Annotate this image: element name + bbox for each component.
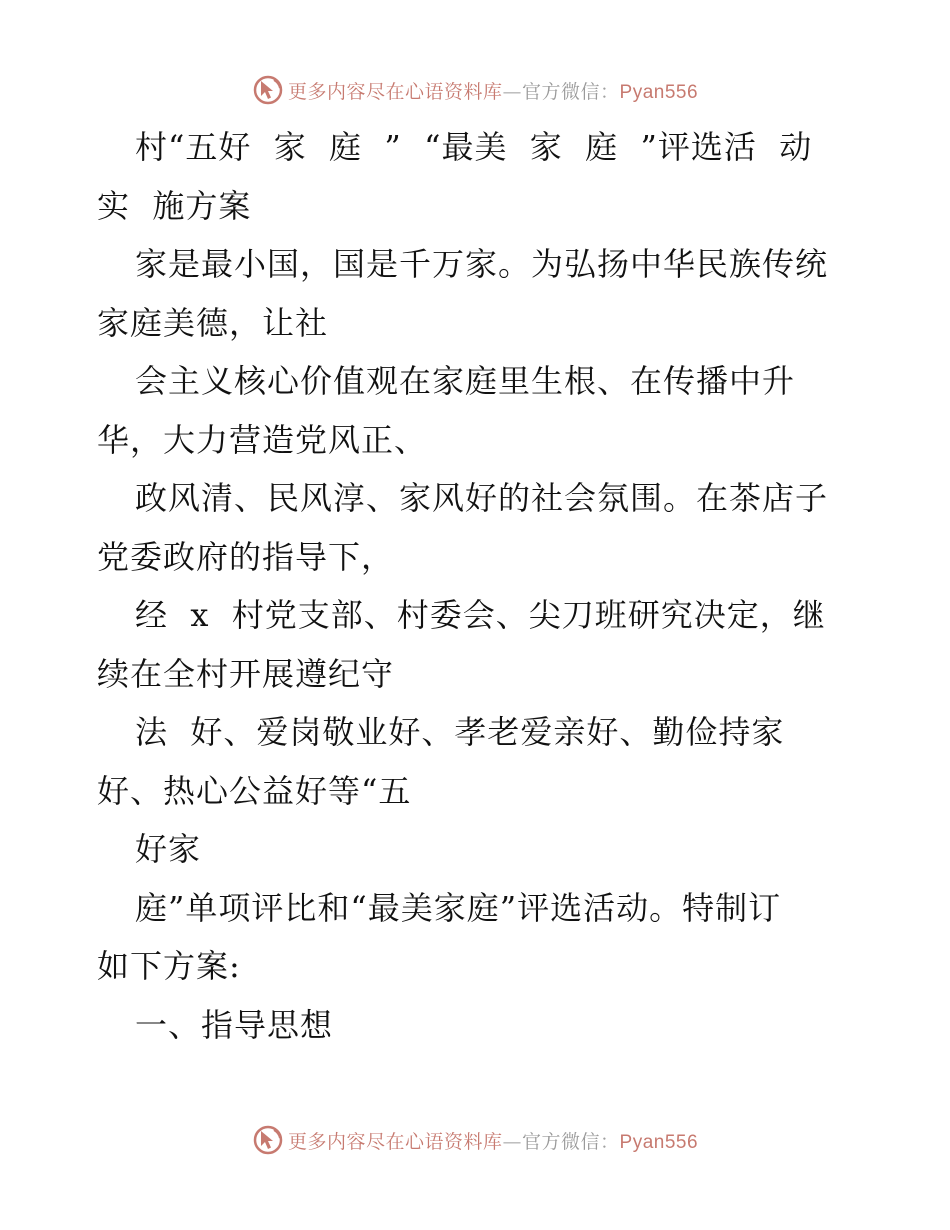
- watermark-dash: —: [502, 80, 522, 103]
- document-body: [97, 118, 857, 1054]
- doc-paragraph-line: 政风清、民风淳、家风好的社会氛围。在茶店子: [135, 479, 829, 517]
- watermark-wechat-id: Pyan556: [619, 81, 699, 103]
- doc-paragraph-line: 会主义核心价值观在家庭里生根、在传播中升: [135, 362, 796, 400]
- doc-paragraph-line: 法 好、爱岗敬业好、孝老爱亲好、勤俭持家: [135, 713, 785, 751]
- watermark-slogan: 更多内容尽在心语资料库: [287, 80, 503, 103]
- mouse-cursor-icon: [252, 74, 284, 106]
- watermark-wechat-id: Pyan556: [619, 1131, 699, 1153]
- mouse-cursor-icon: [252, 1124, 284, 1156]
- doc-title-line-2: 实 施方案: [97, 186, 252, 225]
- section-heading: 一、指导思想: [135, 1005, 334, 1044]
- doc-paragraph-line: 家是最小国，国是千万家。为弘扬中华民族传统: [135, 245, 829, 283]
- watermark-separator: ：: [600, 1130, 620, 1153]
- header-watermark: [0, 70, 950, 110]
- watermark-dash: —: [502, 1130, 522, 1153]
- doc-paragraph-line: 经 x 村党支部、村委会、尖刀班研究决定，继: [135, 596, 826, 634]
- doc-paragraph-line: 党委政府的指导下，: [97, 537, 395, 576]
- doc-paragraph-line: 家庭美德，让社: [97, 303, 329, 342]
- doc-paragraph-line: 庭”单项评比和“最美家庭”评选活动。特制订: [135, 888, 782, 927]
- watermark-text: [288, 1127, 698, 1154]
- watermark-wechat-label: 官方微信: [521, 1130, 600, 1153]
- watermark-text: [288, 77, 698, 104]
- doc-paragraph-line: 续在全村开展遵纪守: [97, 654, 395, 693]
- doc-paragraph-line: 如下方案:: [97, 947, 241, 985]
- doc-title-line-1: 村“五好 家 庭 ” “最美 家 庭 ”评选活 动: [135, 128, 813, 166]
- watermark-wechat-label: 官方微信: [521, 80, 600, 103]
- watermark-separator: ：: [600, 80, 620, 103]
- footer-watermark: [0, 1120, 950, 1160]
- doc-paragraph-line: 好、热心公益好等“五: [97, 771, 412, 810]
- doc-paragraph-line: 好家: [135, 830, 202, 868]
- watermark-slogan: 更多内容尽在心语资料库: [287, 1130, 503, 1153]
- doc-paragraph-line: 华，大力营造党风正、: [97, 420, 428, 459]
